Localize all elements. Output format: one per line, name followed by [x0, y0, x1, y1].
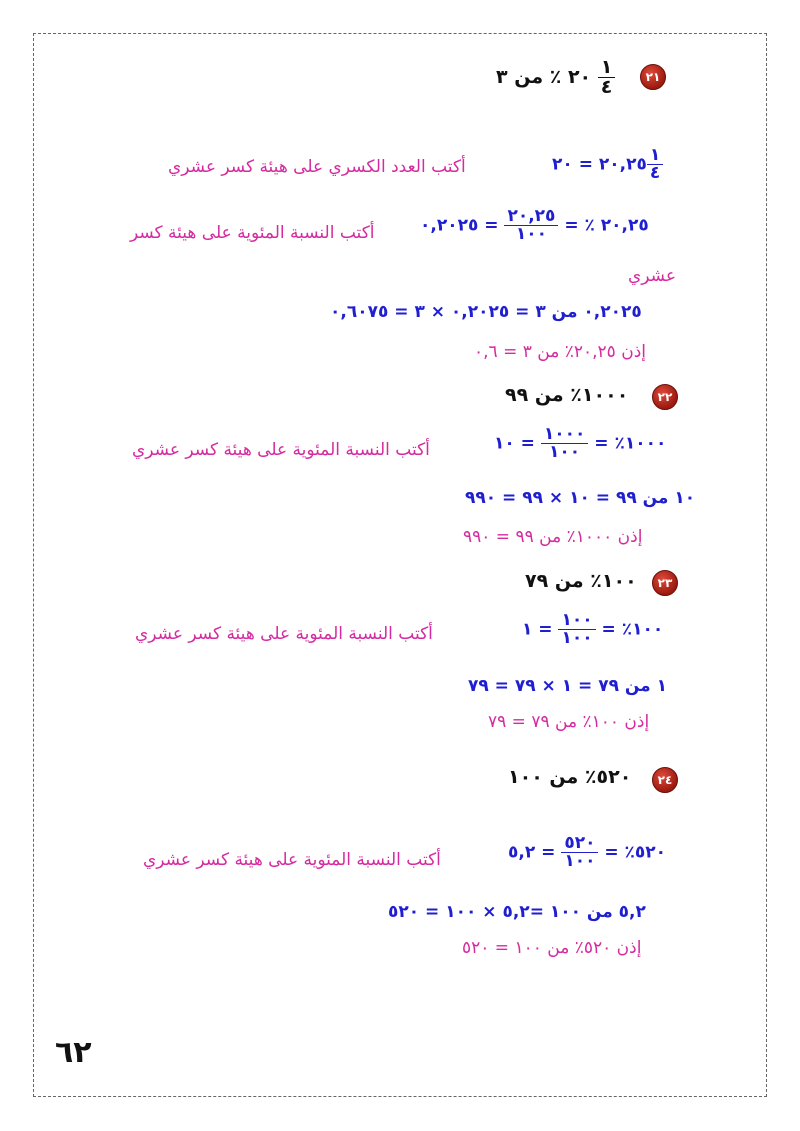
p24-step1-equation: ٥,٢ = $\frac{٥٢٠}{١٠٠}$ = ٪٥٢٠: [508, 833, 667, 871]
page-number: ٦٢: [55, 1035, 92, 1070]
p21-step3: ٠,٢٠٢٥ من ٣ = ٠,٢٠٢٥ × ٣ = ٠,٦٠٧٥: [330, 302, 642, 322]
p21-step2-fraction: $\frac{٢٠,٢٥}{١٠٠}$: [504, 208, 558, 243]
problem-number-badge: ٢٣: [652, 570, 678, 596]
p23-answer: إذن ١٠٠٪ من ٧٩ = ٧٩: [488, 712, 650, 732]
problem-number-badge: ٢١: [640, 64, 666, 90]
p23-step1-fraction: $\frac{١٠٠}{١٠٠}$: [558, 612, 595, 647]
p24-step1-note: أكتب النسبة المئوية على هيئة كسر عشري: [143, 850, 441, 870]
p21-step1-left: ٢٠,٢٥ =: [578, 154, 647, 175]
question-fraction: $\frac{١}{٤}$: [598, 58, 616, 97]
problem-23-question: ١٠٠٪ من ٧٩: [525, 570, 637, 592]
p21-step1-note: أكتب العدد الكسري على هيئة كسر عشري: [168, 157, 466, 177]
question-suffix: ٪ من ٣: [496, 66, 562, 88]
problem-number-badge: ٢٤: [652, 767, 678, 793]
p24-step1-fraction: $\frac{٥٢٠}{١٠٠}$: [561, 835, 598, 870]
p23-step1-note: أكتب النسبة المئوية على هيئة كسر عشري: [135, 624, 433, 644]
page-border: [33, 33, 767, 1097]
p21-answer: إذن ٢٠,٢٥٪ من ٣ = ٠,٦: [474, 342, 646, 362]
p21-step2-note: أكتب النسبة المئوية على هيئة كسر: [130, 223, 375, 243]
p21-step1-fraction: $\frac{١}{٤}$: [647, 147, 663, 182]
problem-number-badge: ٢٢: [652, 384, 678, 410]
p22-step2: ١٠ من ٩٩ = ١٠ × ٩٩ = ٩٩٠: [465, 488, 696, 508]
p22-step1-equation: ١٠ = $\frac{١٠٠٠}{١٠٠}$ = ٪١٠٠٠: [494, 424, 667, 462]
p24-answer: إذن ٥٢٠٪ من ١٠٠ = ٥٢٠: [462, 938, 642, 958]
p21-step1-equation: ٢٠,٢٥ = ٢٠ $\frac{١}{٤}$: [552, 147, 663, 182]
p23-step2: ١ من ٧٩ = ١ × ٧٩ = ٧٩: [468, 676, 668, 696]
p23-step1-equation: ١ = $\frac{١٠٠}{١٠٠}$ = ٪١٠٠: [522, 610, 664, 648]
p22-answer: إذن ١٠٠٠٪ من ٩٩ = ٩٩٠: [463, 527, 643, 547]
p22-step1-fraction: $\frac{١٠٠٠}{١٠٠}$: [541, 426, 589, 461]
p21-step2-note-cont: عشري: [628, 266, 676, 286]
p21-step2-right: = ٪ ٢٠,٢٥: [564, 215, 649, 236]
problem-24-question: ٥٢٠٪ من ١٠٠: [508, 766, 632, 788]
p24-step2: ٥,٢ من ١٠٠ =٥,٢ × ١٠٠ = ٥٢٠: [388, 902, 646, 922]
p21-step2-equation: [420, 208, 649, 243]
question-whole: ٢٠: [567, 66, 592, 88]
problem-21-question: [496, 58, 615, 97]
p21-step2-left: ٠,٢٠٢٥ =: [420, 215, 499, 236]
problem-22-question: ١٠٠٠٪ من ٩٩: [505, 384, 629, 406]
p22-step1-note: أكتب النسبة المئوية على هيئة كسر عشري: [132, 440, 430, 460]
